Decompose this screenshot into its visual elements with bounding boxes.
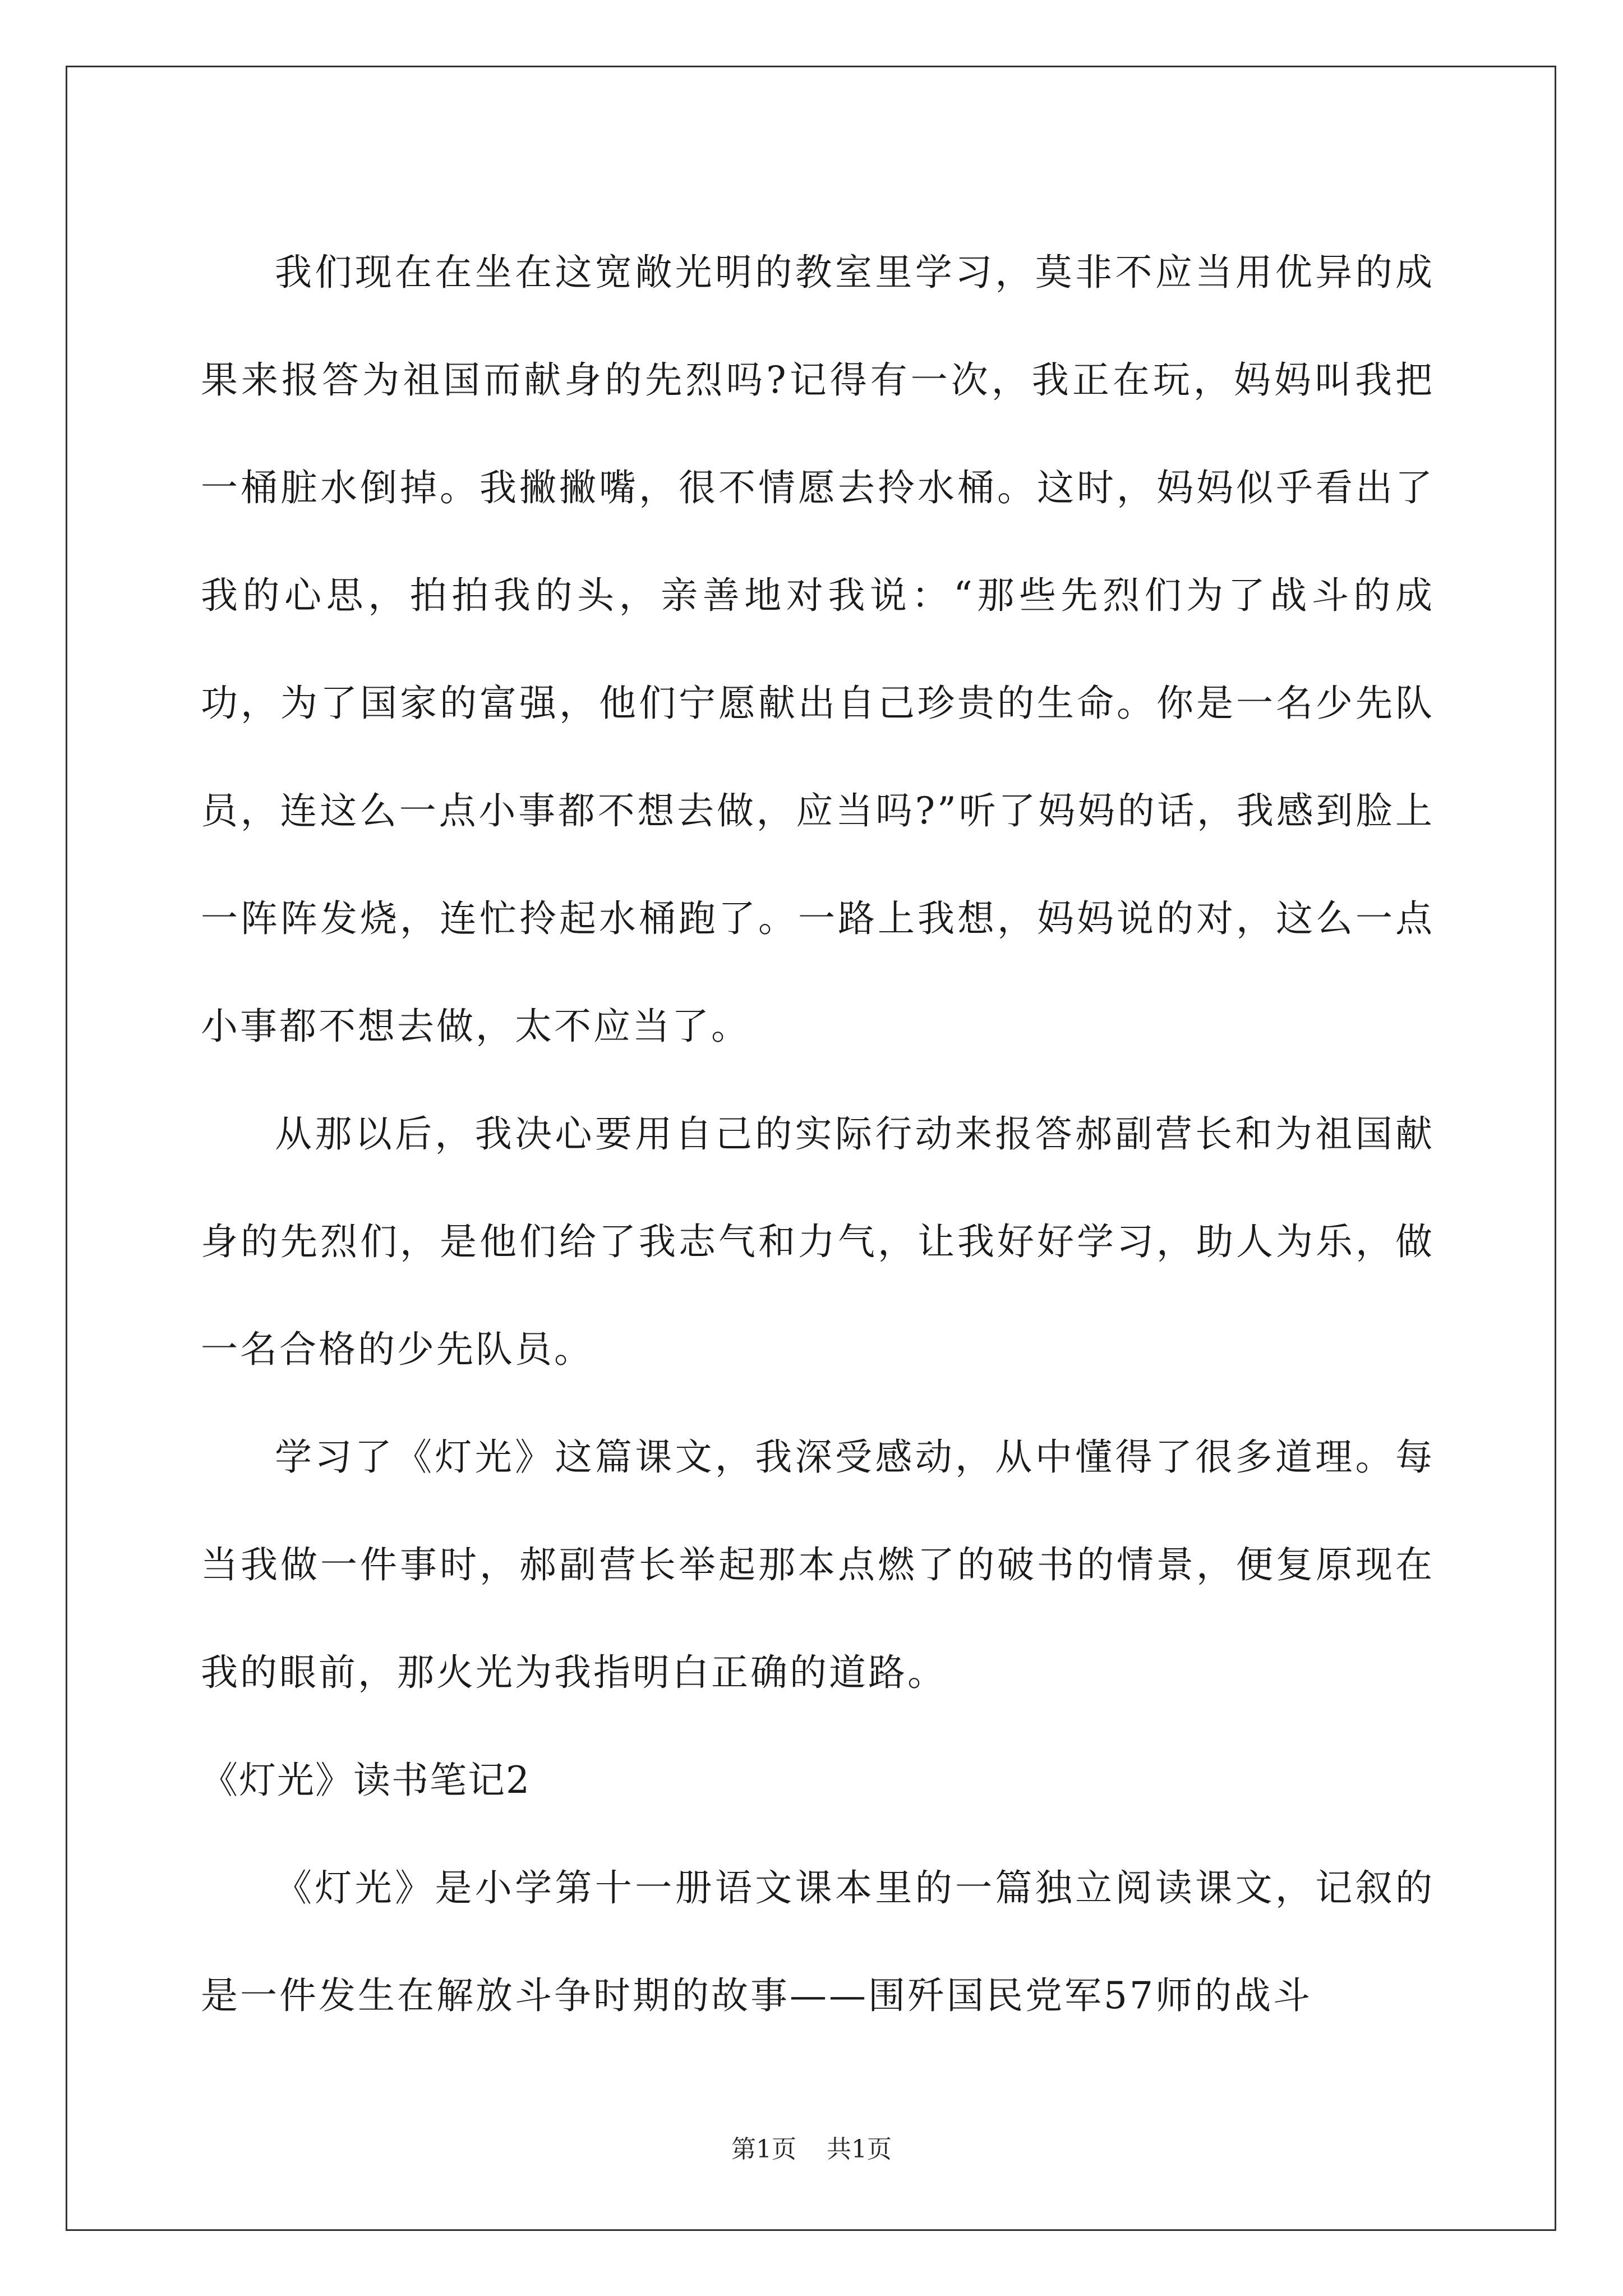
- paragraph-4: 《灯光》是小学第十一册语文课本里的一篇独立阅读课文，记叙的是一件发生在解放斗争时期的故事——围歼国民党军57师的战斗: [201, 1866, 1435, 2017]
- paragraph-3: 学习了《灯光》这篇课文，我深受感动，从中懂得了很多道理。每当我做一件事时，郝副营长举起那本点燃了的破书的情景，便复原现在我的眼前，那火光为我指明白正确的道路。: [201, 1435, 1435, 1694]
- page-footer: [0, 2129, 1623, 2165]
- document-body: [201, 219, 1435, 2050]
- section-heading: 《灯光》读书笔记2: [201, 1759, 531, 1802]
- paragraph-1: 我们现在在坐在这宽敞光明的教室里学习，莫非不应当用优异的成果来报答为祖国而献身的先烈吗?记得有一次，我正在玩，妈妈叫我把一桶脏水倒掉。我撇撇嘴，很不情愿去拎水桶。这时，妈妈似乎看出了我的心思，拍拍我的头，亲善地对我说：“那些先烈们为了战斗的成功，为了国家的富强，他们宁愿献出自己珍贵的生命。你是一名少先队员，连这么一点小事都不想去做，应当吗?”听了妈妈的话，我感到脸上一阵阵发烧，连忙拎起水桶跑了。一路上我想，妈妈说的对，这么一点小事都不想去做，太不应当了。: [201, 251, 1435, 1048]
- paragraph-2: 从那以后，我决心要用自己的实际行动来报答郝副营长和为祖国献身的先烈们，是他们给了我志气和力气，让我好好学习，助人为乐，做一名合格的少先队员。: [201, 1112, 1435, 1371]
- page-number: 第1页: [731, 2135, 796, 2164]
- page-total: 共1页: [827, 2135, 892, 2164]
